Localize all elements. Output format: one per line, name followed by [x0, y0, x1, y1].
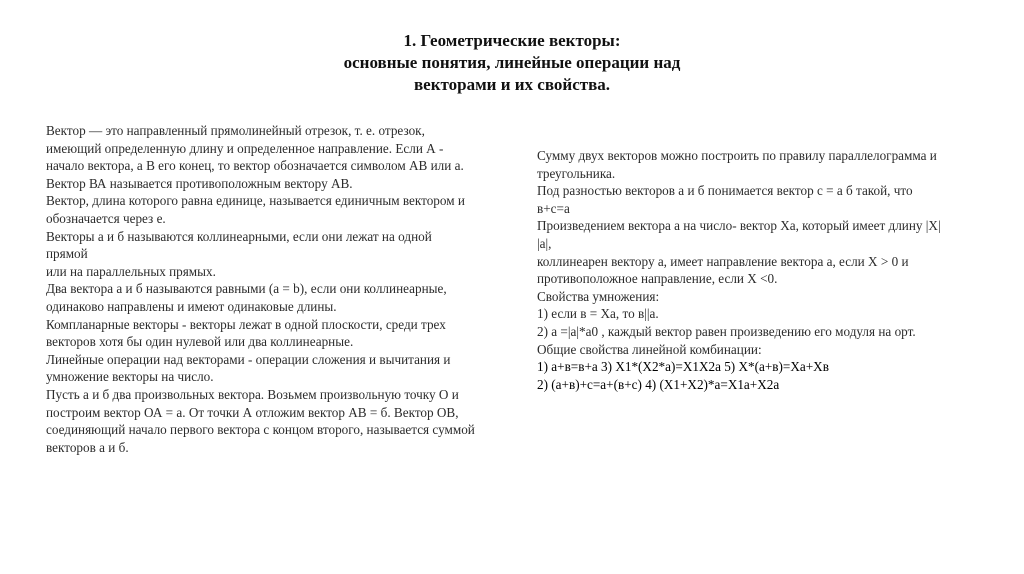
left-line-5: Вектор, длина которого равна единице, называется единичным вектором и	[46, 193, 465, 209]
right-line-1: Сумму двух векторов можно построить по правилу параллелограмма и	[537, 148, 937, 163]
left-line-12: Компланарные векторы - векторы лежат в одной плоскости, среди трех	[46, 316, 446, 332]
right-line-8: противоположное направление, если Х <0.	[537, 271, 778, 287]
right-line-2: треугольника.	[537, 165, 616, 181]
left-line-16: Пусть а и б два произвольных вектора. Возьмем произвольную точку О и	[46, 386, 459, 402]
right-line-6: |а|,	[537, 235, 552, 251]
left-line-17: построим вектор ОА = а. От точки А отложим вектор АВ = б. Вектор ОВ,	[46, 404, 459, 420]
left-line-2: имеющий определенную длину и определенное направление. Если А -	[46, 140, 444, 156]
title-line-3: векторами и их свойства.	[413, 75, 611, 94]
right-line-10: 1) если в = Ха, то в||а.	[537, 306, 659, 322]
title-line-2: основные понятия, линейные операции над	[343, 53, 681, 72]
right-line-14: 2) (а+в)+с=а+(в+с) 4) (Х1+Х2)*а=Х1а+Х2а	[537, 376, 780, 392]
right-line-12: Общие свойства линейной комбинации:	[537, 341, 762, 357]
left-line-7: Векторы а и б называются коллинеарными, если они лежат на одной	[46, 228, 432, 244]
left-line-8: прямой	[46, 246, 88, 262]
left-line-19: векторов а и б.	[46, 439, 129, 455]
right-line-13: 1) а+в=в+а 3) Х1*(Х2*а)=Х1Х2а 5) Х*(а+в)=Ха+Хв	[537, 359, 829, 375]
left-line-14: Линейные операции над векторами - операции сложения и вычитания и	[46, 351, 451, 367]
left-line-4: Вектор ВА называется противоположным вектору АВ.	[46, 175, 353, 191]
right-line-3: Под разностью векторов а и б понимается вектор с = а б такой, что	[537, 183, 913, 199]
left-line-11: одинаково направлены и имеют одинаковые длины.	[46, 298, 337, 314]
right-line-4: в+с=а	[537, 200, 570, 216]
right-line-7: коллинеарен вектору а, имеет направление вектора а, если Х > 0 и	[537, 253, 909, 269]
right-text-column	[537, 147, 1007, 393]
title-line-1: 1. Геометрические векторы:	[403, 31, 621, 50]
left-line-9: или на параллельных прямых.	[46, 263, 216, 279]
left-line-15: умножение векторы на число.	[46, 369, 214, 385]
left-line-18: соединяющий начало первого вектора с концом второго, называется суммой	[46, 422, 475, 438]
left-line-13: векторов хотя бы один нулевой или два коллинеарные.	[46, 334, 354, 350]
right-line-11: 2) а =|а|*а0 , каждый вектор равен произведению его модуля на орт.	[537, 323, 916, 339]
left-line-3: начало вектора, а В его конец, то вектор обозначается символом АВ или а.	[46, 158, 464, 174]
left-line-1: Вектор — это направленный прямолинейный отрезок, т. е. отрезок,	[46, 123, 425, 138]
right-line-5: Произведением вектора а на число- вектор Ха, который имеет длину |Х|	[537, 218, 941, 234]
left-line-6: обозначается через е.	[46, 210, 166, 226]
left-text-column	[46, 122, 538, 456]
left-line-10: Два вектора а и б называются равными (a = b), если они коллинеарные,	[46, 281, 447, 297]
right-line-9: Свойства умножения:	[537, 288, 660, 304]
slide-title	[280, 30, 744, 96]
